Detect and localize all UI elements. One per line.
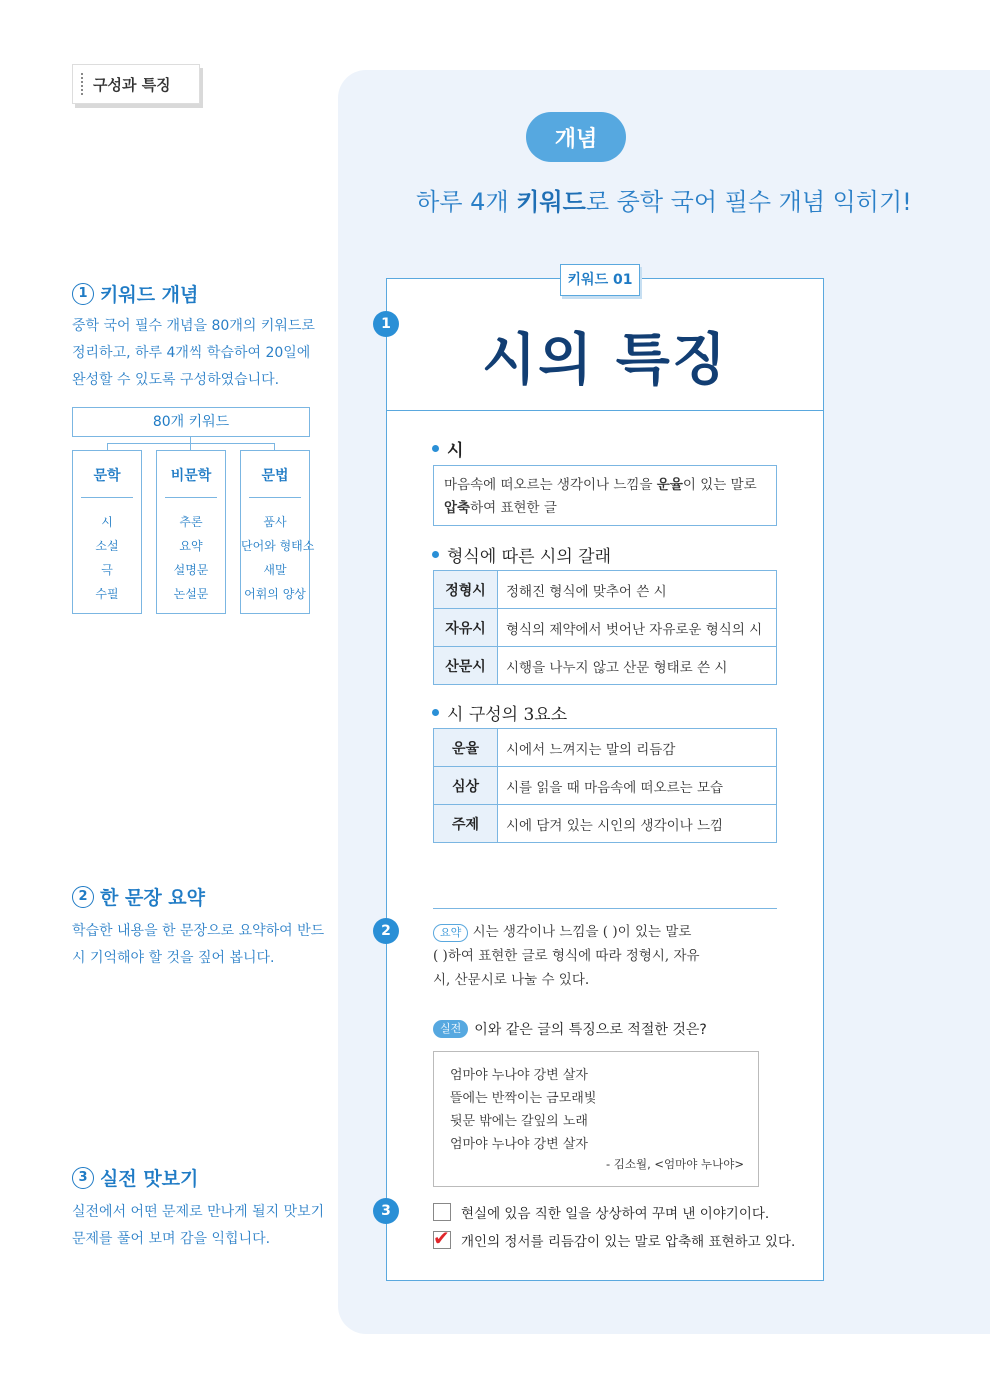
headline-post: 로 중학 국어 필수 개념 익히기! [585,188,912,216]
keyword-item: 설명문 [173,563,209,577]
poem-line: 뒷문 밖에는 갈잎의 노래 [450,1114,588,1129]
tree-connector [274,443,275,450]
marker-2: 2 [373,918,399,944]
headline [338,182,990,217]
table-row [434,647,777,685]
summary-tag: 요약 [433,924,468,942]
option-checkbox[interactable] [433,1226,451,1250]
table-key: 심상 [434,767,498,805]
column-title: 문학 [93,468,121,484]
table-row [434,729,777,767]
table-value: 정해진 형식에 맞추어 쓴 시 [498,571,777,609]
headline-bold: 키워드 [516,188,586,216]
answer-option-1[interactable] [433,1202,769,1222]
summary-line: ( )하여 표현한 글로 형식에 따라 정형시, 자유 [433,948,700,964]
table-value: 시를 읽을 때 마음속에 떠오르는 모습 [498,767,777,805]
def-text: 이 있는 말로 [682,477,757,493]
section-header-tab [72,64,200,104]
option-text: 개인의 정서를 리듬감이 있는 말로 압축해 표현하고 있다. [461,1234,796,1250]
section-3-desc: 실전에서 어떤 문제로 만나게 될지 맛보기 문제를 풀어 보며 감을 익힙니다. [72,1204,325,1247]
keyword-item: 요약 [179,539,203,553]
keyword-item: 수필 [95,587,119,601]
keyword-column-nonliterature [156,450,226,614]
summary-block [433,920,777,992]
practice-question-text: 이와 같은 글의 특징으로 적절한 것은? [474,1022,707,1038]
column-title: 문법 [261,468,289,484]
table-value: 형식의 제약에서 벗어난 자유로운 형식의 시 [498,609,777,647]
poem-excerpt-box [433,1051,759,1187]
def-text: 마음속에 떠오르는 생각이나 느낌을 [444,477,657,493]
keyword-badge: 키워드 01 [560,264,640,296]
elements-table [433,728,777,843]
marker-3: 3 [373,1198,399,1224]
section-1-number: 1 [72,283,94,305]
answer-option-2[interactable] [433,1226,796,1250]
summary-line: 시, 산문시로 나눌 수 있다. [433,972,590,988]
poem-def-heading [432,436,463,461]
tree-connector [190,443,191,450]
keyword-tree-head: 80개 키워드 [72,407,310,437]
practice-question [433,1019,707,1039]
table-row [434,571,777,609]
table-row [434,805,777,843]
marker-1: 1 [373,311,399,337]
checkmark-icon: ✔ [433,1226,450,1250]
keyword-item: 어휘의 양상 [244,587,306,601]
keyword-item: 시 [101,515,113,529]
table-value: 시에 담겨 있는 시인의 생각이나 느낌 [498,805,777,843]
section-3-number: 3 [72,1167,94,1189]
section-2-desc: 학습한 내용을 한 문장으로 요약하여 반드시 기억해야 할 것을 짚어 봅니다. [72,923,325,966]
table-value: 시행을 나누지 않고 산문 형태로 쓴 시 [498,647,777,685]
keyword-item: 새말 [263,563,287,577]
keyword-item: 품사 [263,515,287,529]
section-2-number: 2 [72,886,94,908]
table-row [434,609,777,647]
card-title: 시의 특징 [482,328,728,393]
section-3-title [72,1164,198,1191]
table-key: 주제 [434,805,498,843]
practice-tag: 실전 [433,1020,468,1038]
keyword-item: 극 [101,563,113,577]
column-title: 비문학 [170,468,212,484]
section-1-title-text: 키워드 개념 [100,284,199,306]
divider [433,908,777,909]
option-checkbox[interactable] [433,1203,451,1221]
poem-source: - 김소월, <엄마야 누나야> [605,1157,744,1171]
summary-line: 시는 생각이나 느낌을 ( )이 있는 말로 [472,924,692,940]
keyword-item: 소설 [95,539,119,553]
section-2-title [72,883,205,910]
option-text: 현실에 있음 직한 일을 상상하여 꾸며 낸 이야기이다. [461,1206,770,1222]
concept-pill: 개념 [526,112,626,162]
forms-heading-text: 형식에 따른 시의 갈래 [447,547,612,567]
table-key: 산문시 [434,647,498,685]
table-key: 자유시 [434,609,498,647]
keyword-item: 단어와 형태소 [241,539,315,553]
table-row [434,767,777,805]
tree-connector [107,443,108,450]
poem-line: 엄마야 누나야 강변 살자 [450,1068,588,1083]
table-value: 시에서 느껴지는 말의 리듬감 [498,729,777,767]
poem-def-heading-text: 시 [447,441,464,461]
header-tab-label: 구성과 특징 [93,75,171,94]
headline-pre: 하루 4개 [416,188,517,216]
elements-heading [432,700,567,725]
section-1-title [72,280,198,307]
poem-line: 엄마야 누나야 강변 살자 [450,1137,588,1152]
section-2-title-text: 한 문장 요약 [100,887,205,909]
forms-heading [432,542,611,567]
forms-table [433,570,777,685]
keyword-column-literature [72,450,142,614]
table-key: 정형시 [434,571,498,609]
keyword-column-grammar [240,450,315,614]
section-1-desc: 중학 국어 필수 개념을 80개의 키워드로 정리하고, 하루 4개씩 학습하여 20일에 완성할 수 있도록 구성하였습니다. [72,318,315,388]
elements-heading-text: 시 구성의 3요소 [447,705,568,725]
table-key: 운율 [434,729,498,767]
poem-line: 뜰에는 반짝이는 금모래빛 [450,1091,597,1106]
keyword-item: 추론 [179,515,203,529]
keyword-item: 논설문 [173,587,209,601]
def-bold: 압축 [444,500,471,516]
def-text: 하여 표현한 글 [470,500,557,516]
section-3-title-text: 실전 맛보기 [100,1168,199,1190]
poem-definition-box [433,465,777,526]
def-bold: 운율 [656,477,683,493]
